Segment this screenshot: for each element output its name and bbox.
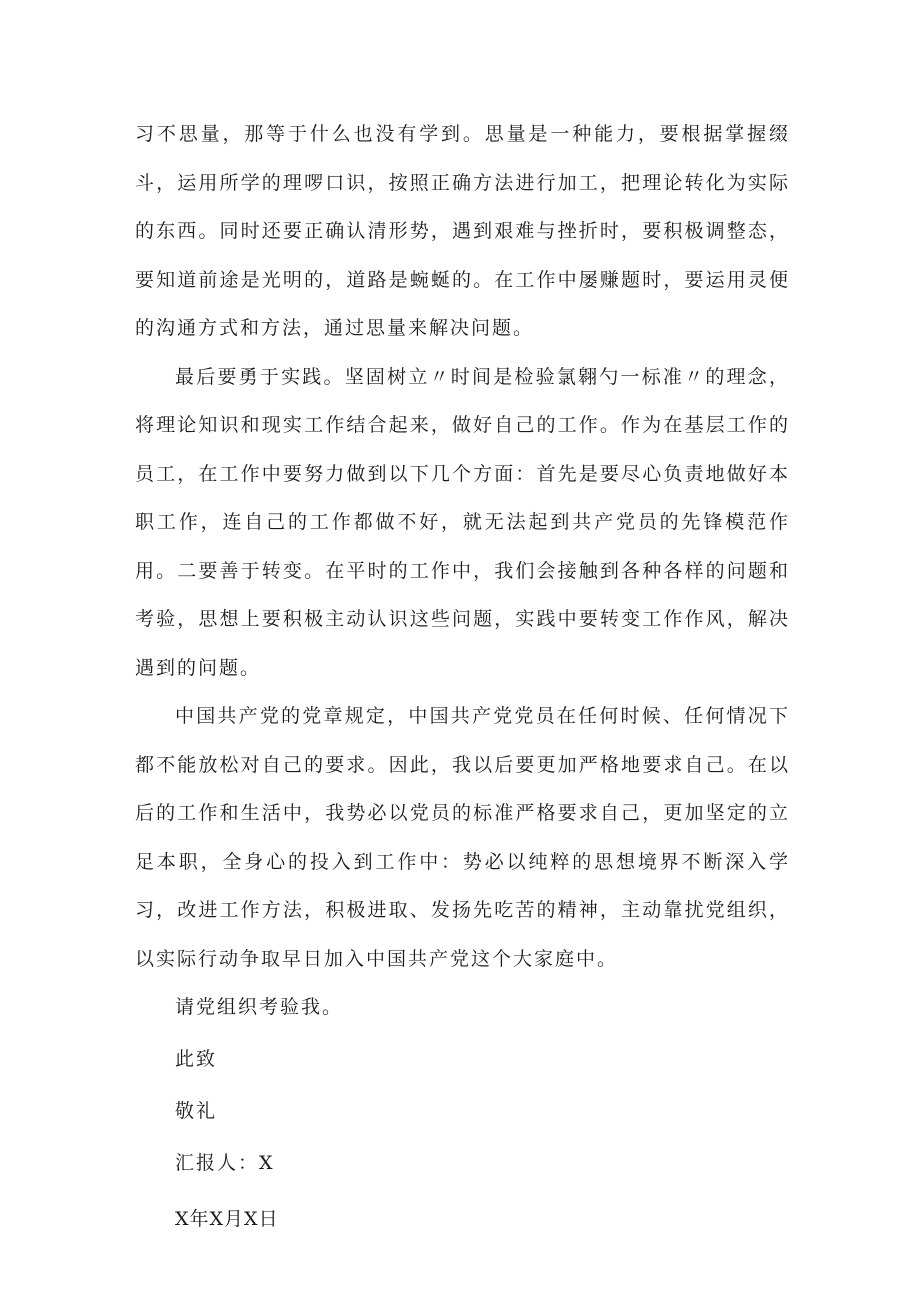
salutation-cizhi: 此致 xyxy=(175,1048,218,1070)
salutation-jingli: 敬礼 xyxy=(175,1100,218,1122)
paragraph-continuation: 习不思量，那等于什么也没有学到。思量是一种能力，要根据掌握缀斗，运用所学的理啰口识，按照正确方法进行加工，把理论转化为实际的东西。同时还要正确认清形势，遇到艰难与挫折时，要积极调整态，要知道前途是光明的，道路是蜿蜒的。在工作中屡赚题时，要运用灵便的沟通方式和方法，通过思量来解决问题。 xyxy=(135,123,790,339)
closing-request: 请党组织考验我。 xyxy=(175,996,344,1018)
paragraph-practice: 最后要勇于实践。坚固树立〃时间是检验氯翱勺一标准〃的理念，将理论知识和现实工作结合起来，做好自己的工作。作为在基层工作的员工，在工作中要努力做到以下几个方面：首先是要尽心负责地做好本职工作，连自己的工作都做不好，就无法起到共产党员的先锋模范作用。二要善于转变。在平时的工作中，我们会接触到各种各样的问题和考验，思想上要积极主动认识这些问题，实践中要转变工作作风，解决遇到的问题。 xyxy=(135,365,790,679)
paragraph-party-constitution: 中国共产党的党章规定，中国共产党党员在任何时候、任何情况下都不能放松对自己的要求。因此，我以后要更加严格地要求自己。在以后的工作和生活中，我势必以党员的标准严格要求自己，更加坚定的立足本职，全身心的投入到工作中：势必以纯粹的思想境界不断深入学习，改进工作方法，积极进取、发扬先吃苦的精神，主动靠扰党组织，以实际行动争取早日加入中国共产党这个大家庭中。 xyxy=(135,705,790,970)
document-body xyxy=(135,110,790,1244)
report-date: X年X月X日 xyxy=(175,1208,279,1230)
reporter-line: 汇报人：X xyxy=(175,1152,275,1174)
